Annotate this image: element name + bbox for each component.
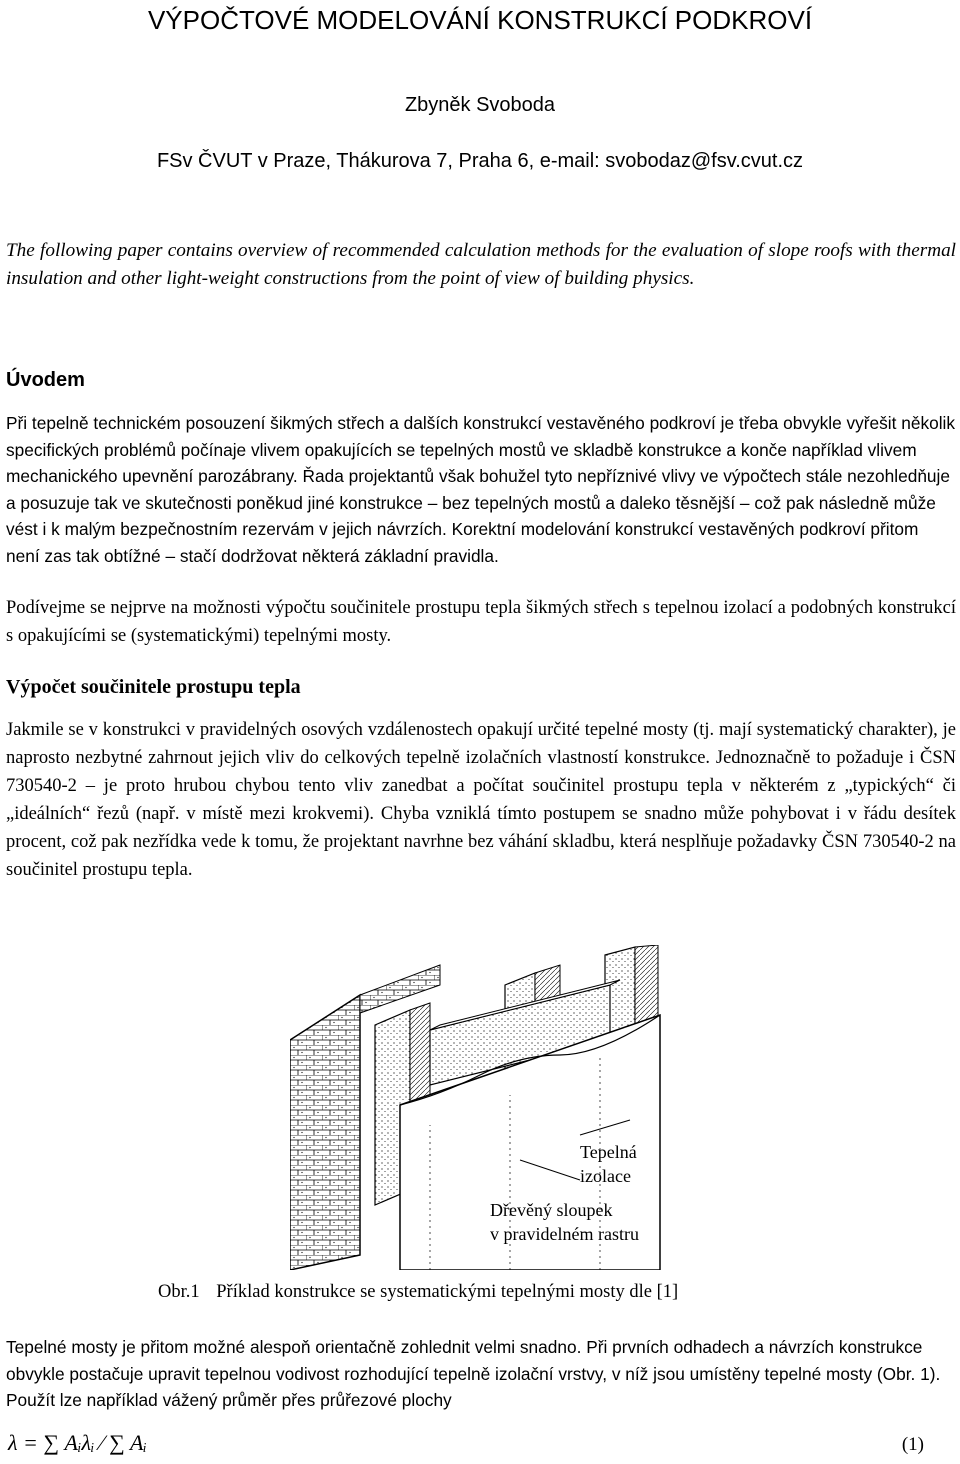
paper-title: VÝPOČTOVÉ MODELOVÁNÍ KONSTRUKCÍ PODKROVÍ (147, 5, 813, 35)
section-heading-intro: Úvodem (6, 369, 85, 391)
figure-wall-construction (290, 945, 670, 1270)
figure-caption-number: Obr.1 (158, 1282, 200, 1302)
figure-caption (158, 1282, 690, 1303)
intro-paragraph-2: Podívejme se nejprve na možnosti výpočtu součinitele prostupu tepla šikmých střech s tepelnou izolací a podobných konstrukcí s opakujícími se (systematickými) tepelnými mosty. (6, 598, 956, 646)
abstract: The following paper contains overview of recommended calculation methods for the evaluation of slope roofs with thermal insulation and other light-weight constructions from the point of view of building physics. (6, 240, 956, 289)
intro-paragraph-1: Při tepelně technickém posouzení šikmých střech a dalších konstrukcí vestavěného podkroví je třeba obvykle vyřešit několik specifických problémů počínaje vlivem opakujících se tepelných mostů ve skladbě konstrukce a konče například vlivem mechanického upevnění parozábrany. Řada projektantů však bohužel tyto nepříznivé vlivy ve výpočtech stále nezohledňuje a posuzuje tak ve skutečnosti poněkud jiné konstrukce – bez tepelných mostů a daleko těsnější – což pak následně může vést i k malým bezpečnostním rezervám v jejich návrzích. Korektní modelování konstrukcí vestavěných podkroví přitom není zas tak obtížné – stačí dodržovat některá základní pravidla. (6, 413, 956, 566)
author-name: Zbyněk Svoboda (404, 94, 556, 116)
equation-number: (1) (901, 1434, 924, 1455)
calculation-paragraph-1: Jakmile se v konstrukci v pravidelných osových vzdálenostech opakují určité tepelné mosty (tj. mají systematický charakter), je naprosto nezbytné zahrnout jejich vliv do celkových tepelně izolačních vlastností konstrukce. Jednoznačně to požaduje i ČSN 730540-2 – je proto hrubou chybou tento vliv zanedbat a počítat součinitel prostupu tepla v některém z „typických“ či „ideálních“ řezů (např. v místě mezi krokvemi). Chyba vzniklá tímto postupem se snadno může pohybovat i v řádu desítek procent, což pak nezřídka vede k tomu, že projektant navrhne bez váhání skladbu, která nesplňuje požadavky ČSN 730540-2 na součinitel prostupu tepla. (6, 720, 956, 880)
equation-1: λ = ∑ Aᵢλᵢ ⁄ ∑ Aᵢ (8, 1430, 147, 1455)
label-wooden-post-line1: Dřevěný sloupek (490, 1200, 613, 1220)
section-heading-calculation: Výpočet součinitele prostupu tepla (6, 676, 301, 698)
after-figure-paragraph: Tepelné mosty je přitom možné alespoň orientačně zohlednit velmi snadno. Při prvních odhadech a návrzích konstrukce obvykle postačuje upravit tepelnou vodivost rozhodující tepelně izolační vrstvy, v níž jsou umístěny tepelné mosty (Obr. 1). Použít lze například vážený průměr přes průřezové plochy (6, 1337, 941, 1410)
label-thermal-insulation (580, 1140, 637, 1188)
label-wooden-post (490, 1198, 639, 1246)
label-thermal-insulation-line2: izolace (580, 1166, 631, 1186)
figure-caption-text: Příklad konstrukce se systematickými tepelnými mosty dle [1] (216, 1282, 679, 1302)
label-wooden-post-line2: v pravidelném rastru (490, 1224, 639, 1244)
author-affiliation: FSv ČVUT v Praze, Thákurova 7, Praha 6, e-mail: svobodaz@fsv.cvut.cz (156, 150, 804, 172)
label-thermal-insulation-line1: Tepelná (580, 1142, 637, 1162)
